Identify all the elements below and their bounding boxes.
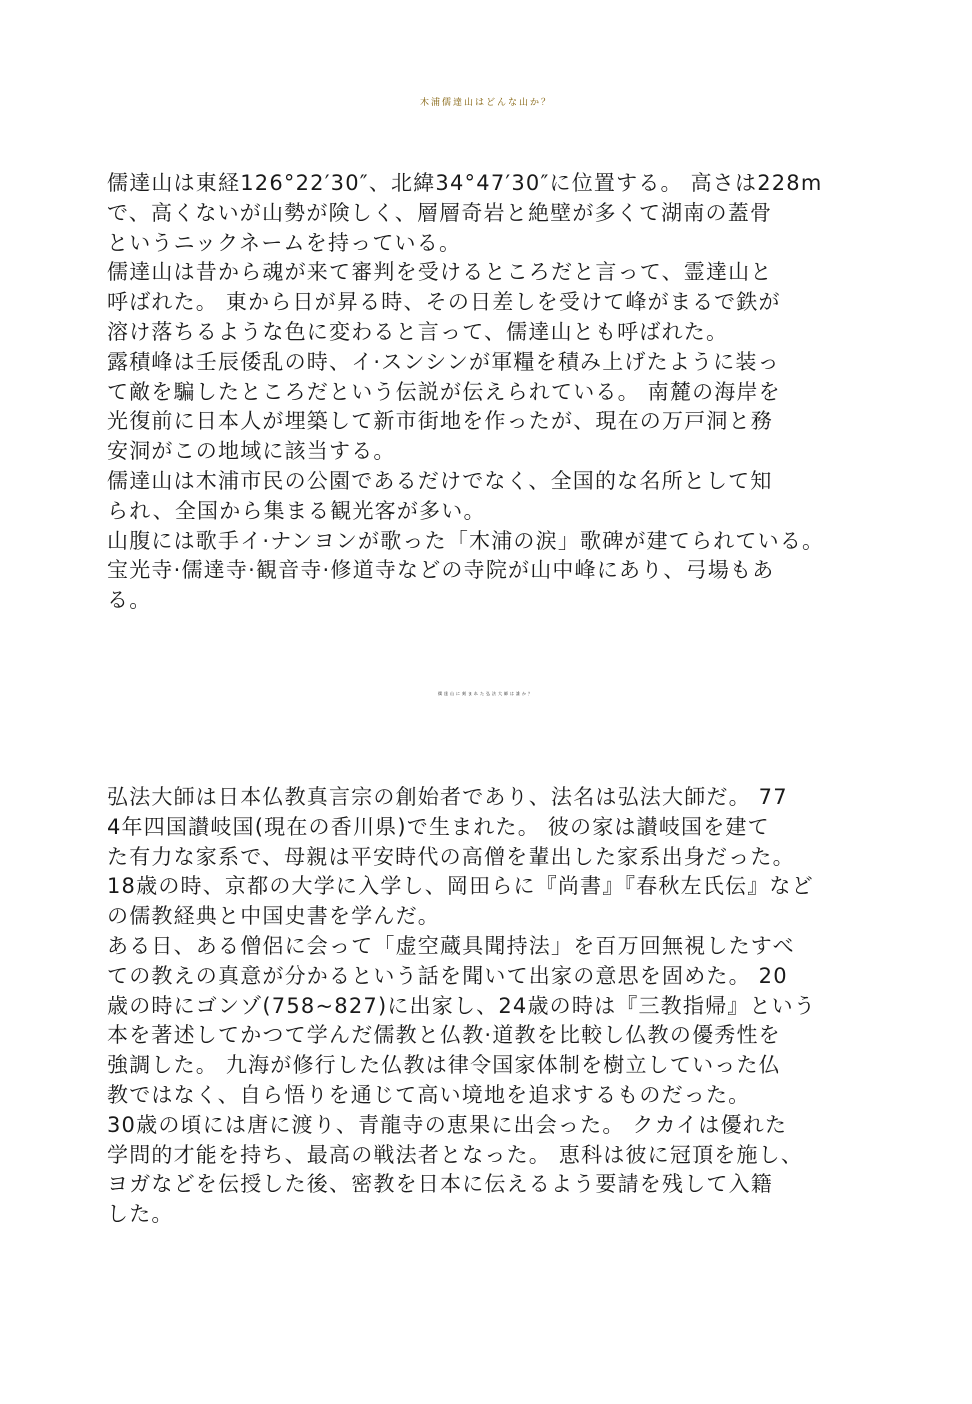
section-yudalsan-description <box>107 169 887 616</box>
paragraph-line: る。 <box>107 588 152 613</box>
paragraph-line: 強調した。 九海が修行した仏教は律令国家体制を樹立していった仏 <box>107 1053 781 1078</box>
paragraph-line: ある日、ある僧侶に会って「虚空蔵具聞持法」を百万回無視したすべ <box>107 933 795 958</box>
paragraph-line: というニックネームを持っている。 <box>107 230 462 255</box>
paragraph-line: 儒達山は昔から魂が来て審判を受けるところだと言って、霊達山と <box>107 260 773 285</box>
paragraph-line: 呼ばれた。 東から日が昇る時、その日差しを受けて峰がまるで鉄が <box>107 290 781 315</box>
paragraph-line: 学問的才能を持ち、最高の戦法者となった。 恵科は彼に冠頂を施し、 <box>107 1142 804 1167</box>
paragraph-line: 歳の時にゴンゾ(758~827)に出家し、24歳の時は『三教指帰』という <box>107 993 817 1018</box>
heading-mokpo-yudalsan: 木浦儒達山はどんな山か？ <box>419 98 552 108</box>
paragraph-line: た有力な家系で、母親は平安時代の高僧を輩出した家系出身だった。 <box>107 844 795 869</box>
paragraph-line: 安洞がこの地域に該当する。 <box>107 439 396 464</box>
section-kobo-daishi-description <box>107 783 887 1230</box>
paragraph-line: 本を著述してかつて学んだ儒教と仏教·道教を比較し仏教の優秀性を <box>107 1023 781 1048</box>
paragraph-line: で、高くないが山勢が険しく、層層奇岩と絶壁が多くて湖南の蓋骨 <box>107 200 773 225</box>
heading-kobo-daishi: 儒達山に刻まれた弘法大師は誰か？ <box>438 691 534 696</box>
paragraph-line: 30歳の頃には唐に渡り、青龍寺の恵果に出会った。 クカイは優れた <box>107 1112 788 1137</box>
paragraph-line: の儒教経典と中国史書を学んだ。 <box>107 904 440 929</box>
paragraph-line: 儒達山は木浦市民の公園であるだけでなく、全国的な名所として知 <box>107 468 773 493</box>
paragraph-line: 山腹には歌手イ·ナンヨンが歌った「木浦の涙」歌碑が建てられている。 <box>107 528 825 553</box>
paragraph-line: られ、全国から集まる観光客が多い。 <box>107 498 486 523</box>
paragraph-line: て敵を騙したところだという伝説が伝えられている。 南麓の海岸を <box>107 379 781 404</box>
paragraph-line: 弘法大師は日本仏教真言宗の創始者であり、法名は弘法大師だ。 77 <box>107 785 788 809</box>
paragraph-line: 18歳の時、京都の大学に入学し、岡田らに『尚書』『春秋左氏伝』など <box>107 874 814 899</box>
paragraph-line: した。 <box>107 1202 174 1227</box>
paragraph-line: 光復前に日本人が埋築して新市街地を作ったが、現在の万戸洞と務 <box>107 409 773 434</box>
paragraph-line: 溶け落ちるような色に変わると言って、儒達山とも呼ばれた。 <box>107 319 729 344</box>
paragraph-line: 露積峰は壬辰倭乱の時、イ·スンシンが軍糧を積み上げたように装っ <box>107 349 780 374</box>
paragraph-line: 宝光寺·儒達寺·観音寺·修道寺などの寺院が山中峰にあり、弓場もあ <box>107 558 775 583</box>
paragraph-line: ヨガなどを伝授した後、密教を日本に伝えるよう要請を残して入籍 <box>107 1172 773 1197</box>
paragraph-line: 4年四国讃岐国(現在の香川県)で生まれた。 彼の家は讃岐国を建て <box>107 814 770 839</box>
paragraph-line: ての教えの真意が分かるという話を聞いて出家の意思を固めた。 20 <box>107 963 788 988</box>
paragraph-line: 教ではなく、自ら悟りを通じて高い境地を追求するものだった。 <box>107 1082 751 1107</box>
paragraph-line: 儒達山は東経126°22′30″、北緯34°47′30″に位置する。 高さは228m <box>107 171 823 195</box>
